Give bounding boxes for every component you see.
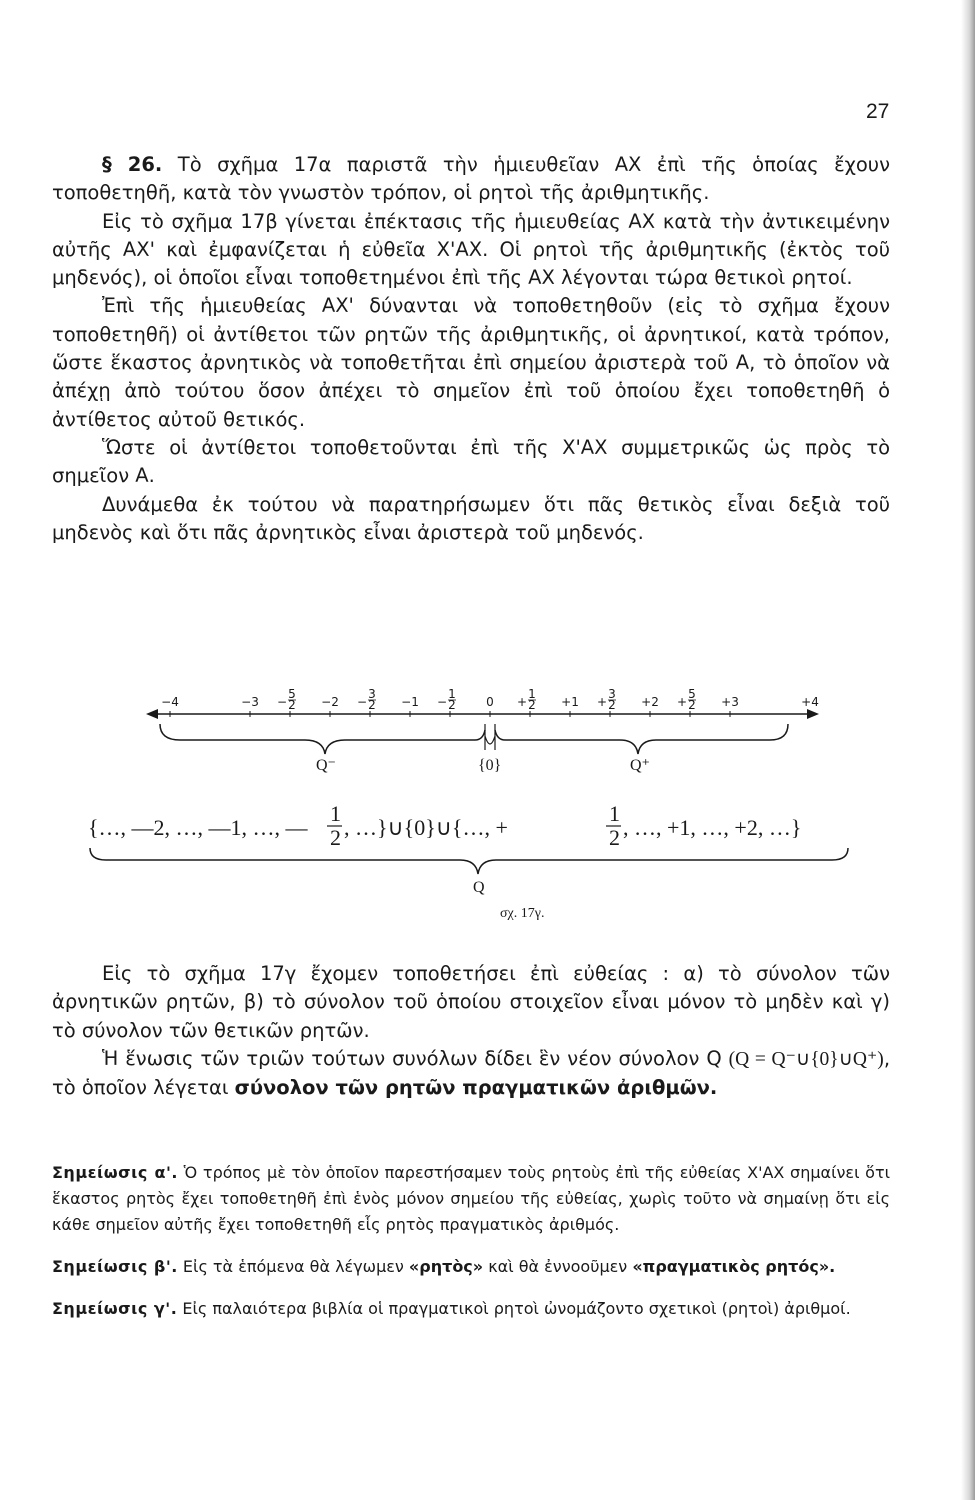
set-expression: {…, —2, …, —1, …, — [88, 815, 308, 840]
fraction-one-half-positive [606, 801, 621, 850]
tick-fraction-label [677, 687, 696, 712]
tick-label: +1 [561, 695, 579, 709]
paragraph-1: § 26. Τὸ σχῆμα 17α παριστᾶ τὴν ἡμιευθεῖαν ΑΧ ἐπὶ τῆς ὁποίας ἔχουν τοποθετηθῆ, κατὰ τὸν γνωστὸν τρόπον, οἱ ρητοὶ τῆς ἀριθμητικῆς. [52, 153, 890, 205]
svg-text:2: 2 [288, 698, 296, 712]
svg-text:+: + [596, 695, 608, 709]
figure-17g [80, 680, 860, 920]
svg-text:5: 5 [688, 687, 696, 701]
note-gamma: Σημείωσις γ'. Εἰς παλαιότερα βιβλία οἱ πραγματικοὶ ρητοὶ ὠνομάζοντο σχετικοὶ (ρητοὶ) ἀριθμοί. [52, 1299, 851, 1318]
svg-text:1: 1 [609, 801, 620, 826]
svg-text:+: + [676, 695, 688, 709]
paragraph-7: Ἡ ἕνωσις τῶν τριῶν τούτων συνόλων δίδει ἓν νέον σύνολον Q (Q = Q⁻∪{0}∪Q⁺), τὸ ὁποῖον λέγεται σύνολον τῶν ρητῶν πραγματικῶν ἀριθμῶν. [52, 1046, 891, 1100]
page-edge-shadow [961, 0, 975, 1500]
paragraph-4: Ὥστε οἱ ἀντίθετοι τοποθετοῦνται ἐπὶ τῆς Χ'ΑΧ συμμετρικῶς ὡς πρὸς τὸ σημεῖον Α. [52, 435, 890, 488]
paragraph-6: Εἰς τὸ σχῆμα 17γ ἔχομεν τοποθετήσει ἐπὶ εὐθείας : α) τὸ σύνολον τῶν ἀρνητικῶν ρητῶν, β) τὸ σύνολον τοῦ ὁποίου στοιχεῖον εἶναι μόνον τὸ μηδὲν καὶ γ) τὸ σύνολον τῶν θετικῶν ρητῶν. [52, 962, 890, 1042]
tick-label: −3 [241, 695, 259, 709]
right-arrow-icon [807, 709, 819, 719]
tick-marks [161, 687, 819, 717]
continuation-text [52, 960, 890, 1102]
svg-text:−: − [276, 695, 288, 709]
figure-caption: σχ. 17γ. [500, 906, 545, 920]
tick-label: +2 [641, 695, 659, 709]
tick-fraction-label [357, 687, 376, 712]
svg-text:2: 2 [528, 698, 536, 712]
tick-label: 0 [486, 695, 494, 709]
tick-label: −2 [321, 695, 339, 709]
svg-text:2: 2 [448, 698, 456, 712]
svg-text:2: 2 [688, 698, 696, 712]
note-alpha: Σημείωσις α'. Ὁ τρόπος μὲ τὸν ὁποῖον παρεστήσαμεν τοὺς ρητοὺς ἐπὶ τῆς εὐθείας Χ'ΑΧ σημαίνει ὅτι ἕκαστος ρητὸς ἔχει τοποθετηθῆ ἐπὶ ἑνὸς μόνον σημείου τῆς εὐθείας, χωρὶς τοῦτο νὰ σημαίνῃ ὅτι εἰς κάθε σημεῖον αὐτῆς ἔχει τοποθετηθῆ εἷς ρητὸς πραγματικὸς ἀριθμός. [52, 1163, 891, 1234]
svg-text:−: − [436, 695, 448, 709]
svg-text:2: 2 [609, 825, 620, 850]
whole-set-brace [90, 848, 848, 874]
svg-text:3: 3 [608, 687, 616, 701]
set-expression-right: , …, +1, …, +2, …} [623, 815, 802, 840]
tick-label: −1 [401, 695, 419, 709]
definition-term: σύνολον τῶν ρητῶν πραγματικῶν ἀριθμῶν. [234, 1076, 718, 1100]
svg-text:2: 2 [368, 698, 376, 712]
paragraph-2: Εἰς τὸ σχῆμα 17β γίνεται ἐπέκτασις τῆς ἡμιευθείας ΑΧ κατὰ τὴν ἀντικειμένην αὐτῆς ΑΧ' καὶ ἐμφανίζεται ἡ εὐθεῖα Χ'ΑΧ. Οἱ ρητοὶ τῆς ἀριθμητικῆς (ἐκτὸς τοῦ μηδενός), οἱ ὁποῖοι εἶναι τοποθετημένοι ἐπὶ τῆς ΑΧ λέγονται τώρα θετικοὶ ρητοί. [52, 209, 890, 290]
negative-brace [160, 724, 485, 754]
paragraph-5: Δυνάμεθα ἐκ τούτου νὰ παρατηρήσωμεν ὅτι πᾶς θετικὸς εἶναι δεξιὰ τοῦ μηδενὸς καὶ ὅτι πᾶς ἀρνητικὸς εἶναι ἀριστερὰ τοῦ μηδενός. [52, 492, 890, 544]
zero-brace [485, 724, 495, 750]
svg-text:3: 3 [368, 687, 376, 701]
svg-text:1: 1 [448, 687, 456, 701]
label-q-negative: Q⁻ [316, 757, 336, 774]
svg-text:1: 1 [330, 801, 341, 826]
number-line-figure [80, 680, 860, 920]
tick-label: +4 [801, 695, 819, 709]
tick-fraction-label [277, 687, 296, 712]
tick-fraction-label [517, 687, 536, 712]
positive-brace [495, 724, 788, 754]
svg-text:2: 2 [608, 698, 616, 712]
page-number: 27 [866, 100, 890, 123]
svg-text:5: 5 [288, 687, 296, 701]
left-arrow-icon [146, 709, 158, 719]
tick-label: +3 [721, 695, 739, 709]
svg-text:+: + [516, 695, 528, 709]
tick-fraction-label [597, 687, 616, 712]
union-formula: (Q = Q⁻∪{0}∪Q⁺) [728, 1048, 884, 1070]
svg-text:−: − [356, 695, 368, 709]
set-expression-middle: , …}∪{0}∪{…, + [344, 815, 508, 840]
tick-label: −4 [161, 695, 179, 709]
paragraph-3: Ἐπὶ τῆς ἡμιευθείας ΑΧ' δύνανται νὰ τοποθετηθοῦν (εἰς τὸ σχῆμα ἔχουν τοποθετηθῆ) οἱ ἀντίθετοι τῶν ρητῶν τῆς ἀριθμητικῆς, οἱ ἀρνητικοί, κατὰ τρόπον, ὥστε ἕκαστος ἀρνητικὸς νὰ τοποθετῆται ἐπὶ σημείου ἀριστερὰ τοῦ Α, τὸ ὁποῖον νὰ ἀπέχῃ ἀπὸ τούτου ὅσον ἀπέχει τὸ σημεῖον ἐπὶ τοῦ ὁποίου ἔχει τοποθετηθῆ ὁ ἀντίθετος αὐτοῦ θετικός. [52, 294, 890, 431]
tick-fraction-label [437, 687, 456, 712]
section-26-text [52, 151, 890, 547]
label-q-positive: Q⁺ [630, 757, 650, 774]
label-zero-set: {0} [478, 757, 502, 774]
section-mark: § 26. [102, 153, 163, 176]
svg-text:1: 1 [528, 687, 536, 701]
note-beta: Σημείωσις β'. Εἰς τὰ ἑπόμενα θὰ λέγωμεν «ρητὸς» καὶ θὰ ἐννοοῦμεν «πραγματικὸς ρητός». [52, 1257, 836, 1276]
notes-section [52, 1160, 890, 1338]
fraction-one-half-negative [327, 801, 342, 850]
label-q-whole: Q [473, 879, 485, 896]
svg-text:2: 2 [330, 825, 341, 850]
